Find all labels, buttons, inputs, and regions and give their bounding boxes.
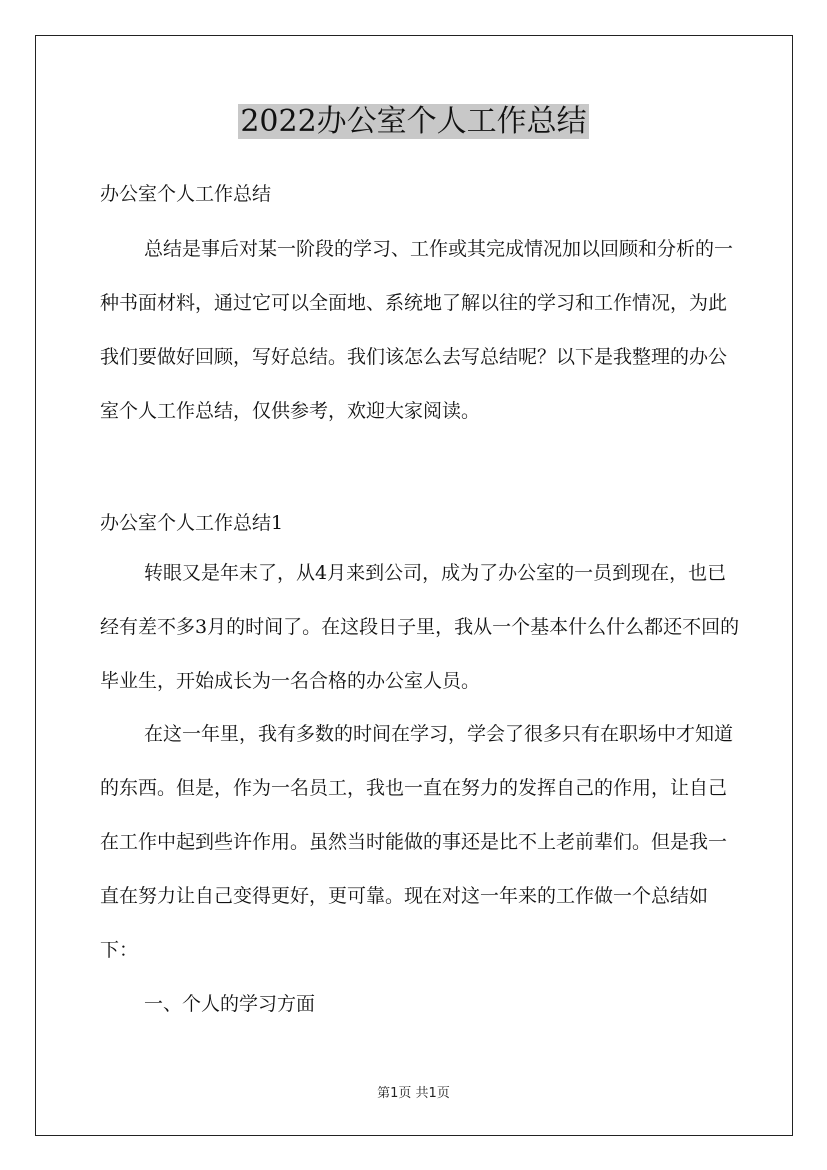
section1-paragraph-1: 转眼又是年末了，从4月来到公司，成为了办公室的一员到现在，也已经有差不多3月的时间了。在这段日子里，我从一个基本什么什么都还不回的毕业生，开始成长为一名合格的办公室人员。 [100, 562, 740, 692]
section1-paragraph-2: 在这一年里，我有多数的时间在学习，学会了很多只有在职场中才知道的东西。但是，作为一名员工，我也一直在努力的发挥自己的作用，让自己在工作中起到些许作用。虽然当时能做的事还是比不上老前辈们。但是我一直在努力让自己变得更好，更可靠。现在对这一年来的工作做一个总结如下： [100, 723, 734, 961]
page-footer: 第1页 共1页 [377, 1086, 450, 1101]
intro-heading: 办公室个人工作总结 [100, 183, 272, 205]
document-title [0, 100, 827, 144]
section1-subheading: 一、个人的学习方面 [144, 993, 316, 1015]
section1-heading: 办公室个人工作总结1 [100, 512, 284, 534]
intro-paragraph: 总结是事后对某一阶段的学习、工作或其完成情况加以回顾和分析的一种书面材料，通过它可以全面地、系统地了解以往的学习和工作情况，为此我们要做好回顾，写好总结。我们该怎么去写总结呢？以下是我整理的办公室个人工作总结，仅供参考，欢迎大家阅读。 [100, 238, 734, 422]
document-title-text: 2022办公室个人工作总结 [240, 104, 587, 139]
